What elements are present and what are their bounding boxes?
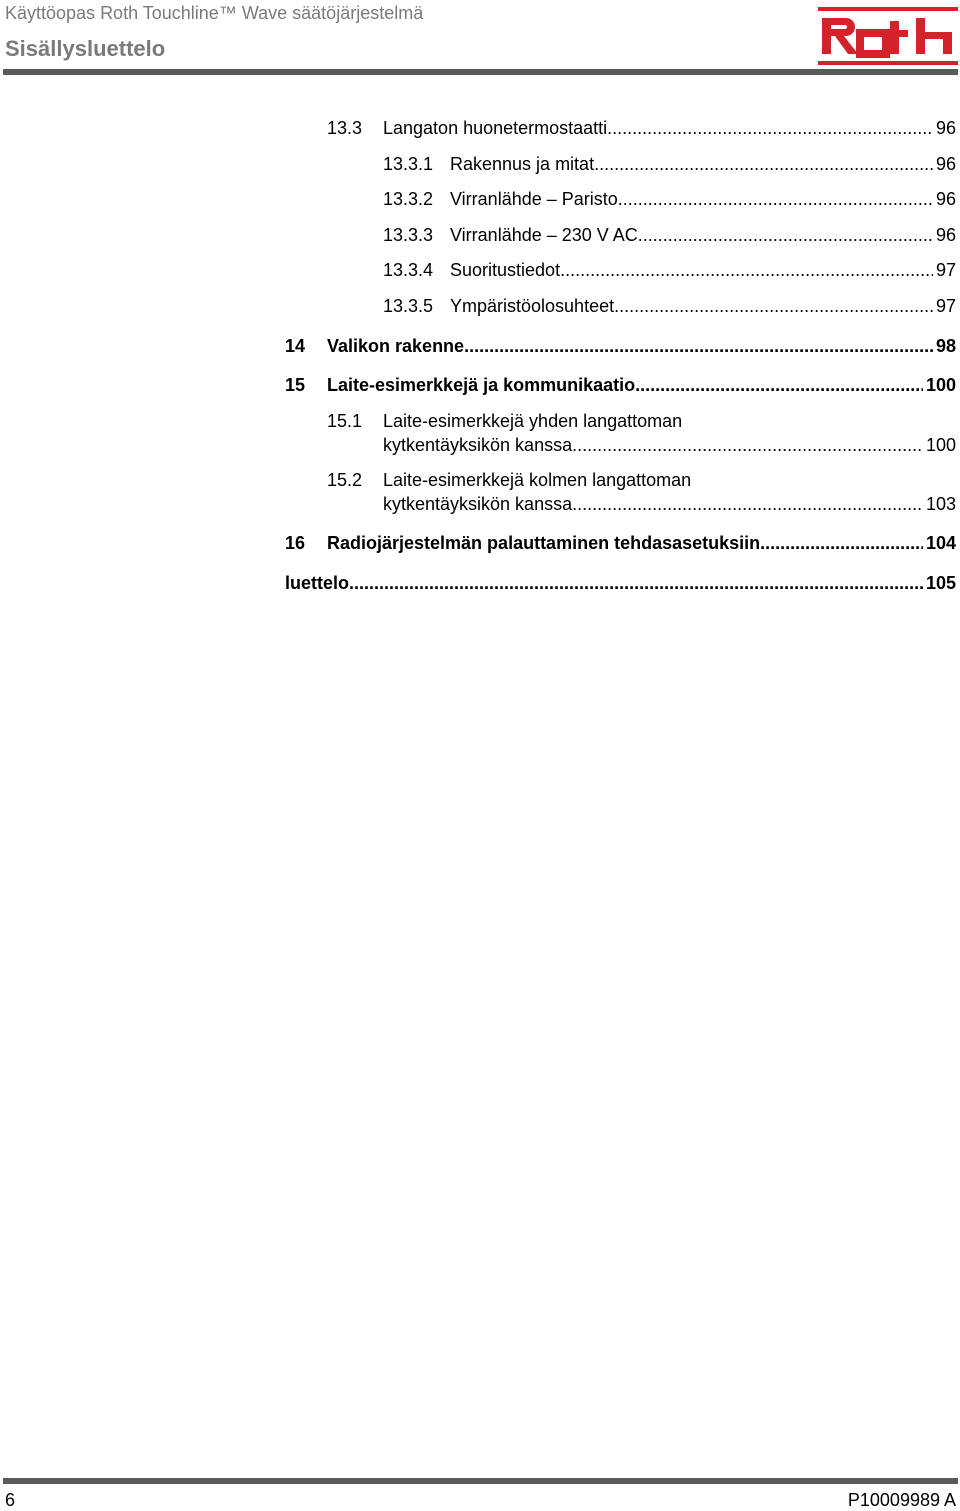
header-divider [3,69,958,75]
toc-entry-title: Ympäristöolosuhteet [450,296,615,316]
toc-entry-title: luettelo [285,573,350,593]
toc-entry-page: 98 [935,336,956,356]
toc-entry-number: 14 [285,336,306,356]
toc-entry-title: Virranlähde – Paristo [450,189,618,209]
page-number: 6 [5,1490,16,1510]
toc-entry-title: Rakennus ja mitat [450,154,595,174]
toc-entry-page: 103 [925,494,956,514]
section-title: Sisällysluettelo [5,36,166,61]
roth-logo [818,7,958,65]
toc-entry-number: 15.2 [327,470,363,490]
toc-leader-dots [760,531,923,555]
toc-leader-dots [594,152,933,176]
toc-entry-number: 13.3.4 [383,260,434,280]
toc-entry-number: 13.3.1 [383,154,434,174]
toc-entry-title: Suoritustiedot [450,260,561,280]
toc-entry-number: 16 [285,533,306,553]
toc-entry-title-line1: Laite-esimerkkejä kolmen langattoman [383,470,692,490]
toc-entry-title: Laite-esimerkkejä ja kommunikaatio [327,375,636,395]
toc-entry-page: 96 [935,154,956,174]
toc-entry-page: 96 [935,189,956,209]
toc-entry-number: 13.3.3 [383,225,434,245]
toc-leader-dots [614,294,933,318]
toc-entry-page: 97 [935,260,956,280]
toc-leader-dots [635,373,923,397]
footer-divider [3,1478,958,1484]
toc-entry-title-line2: kytkentäyksikön kanssa [383,494,573,514]
document-code: P10009989 A [847,1490,956,1510]
toc-entry-number: 13.3.5 [383,296,434,316]
toc-leader-dots [572,433,923,457]
toc-entry-page: 96 [935,118,956,138]
toc-entry-title: Langaton huonetermostaatti [383,118,608,138]
toc-entry-page: 97 [935,296,956,316]
toc-leader-dots [618,187,933,211]
toc-entry-title: Valikon rakenne [327,336,465,356]
toc-entry-title: Virranlähde – 230 V AC [450,225,638,245]
toc-leader-dots [638,223,933,247]
toc-entry-number: 13.3.2 [383,189,434,209]
toc-entry[interactable] [327,409,956,457]
toc-entry-title-line1: Laite-esimerkkejä yhden langattoman [383,411,683,431]
toc-entry-number: 15 [285,375,306,395]
document-title: Käyttöopas Roth Touchline™ Wave säätöjärjestelmä [5,3,424,23]
toc-entry-number: 13.3 [327,118,363,138]
toc-entry-title: Radiojärjestelmän palauttaminen tehdasasetuksiin [327,533,761,553]
toc-leader-dots [560,258,933,282]
toc-entry-page: 96 [935,225,956,245]
toc-entry-page: 105 [925,573,956,593]
toc-entry-page: 100 [925,435,956,455]
toc-entry-title-line2: kytkentäyksikön kanssa [383,435,573,455]
toc-entry-number: 15.1 [327,411,363,431]
toc-leader-dots [572,492,923,516]
toc-entry-page: 100 [925,375,956,395]
toc-leader-dots [464,334,933,358]
toc-leader-dots [607,116,933,140]
toc-leader-dots [349,571,923,595]
toc-entry-page: 104 [925,533,956,553]
toc-entry[interactable] [327,468,956,516]
